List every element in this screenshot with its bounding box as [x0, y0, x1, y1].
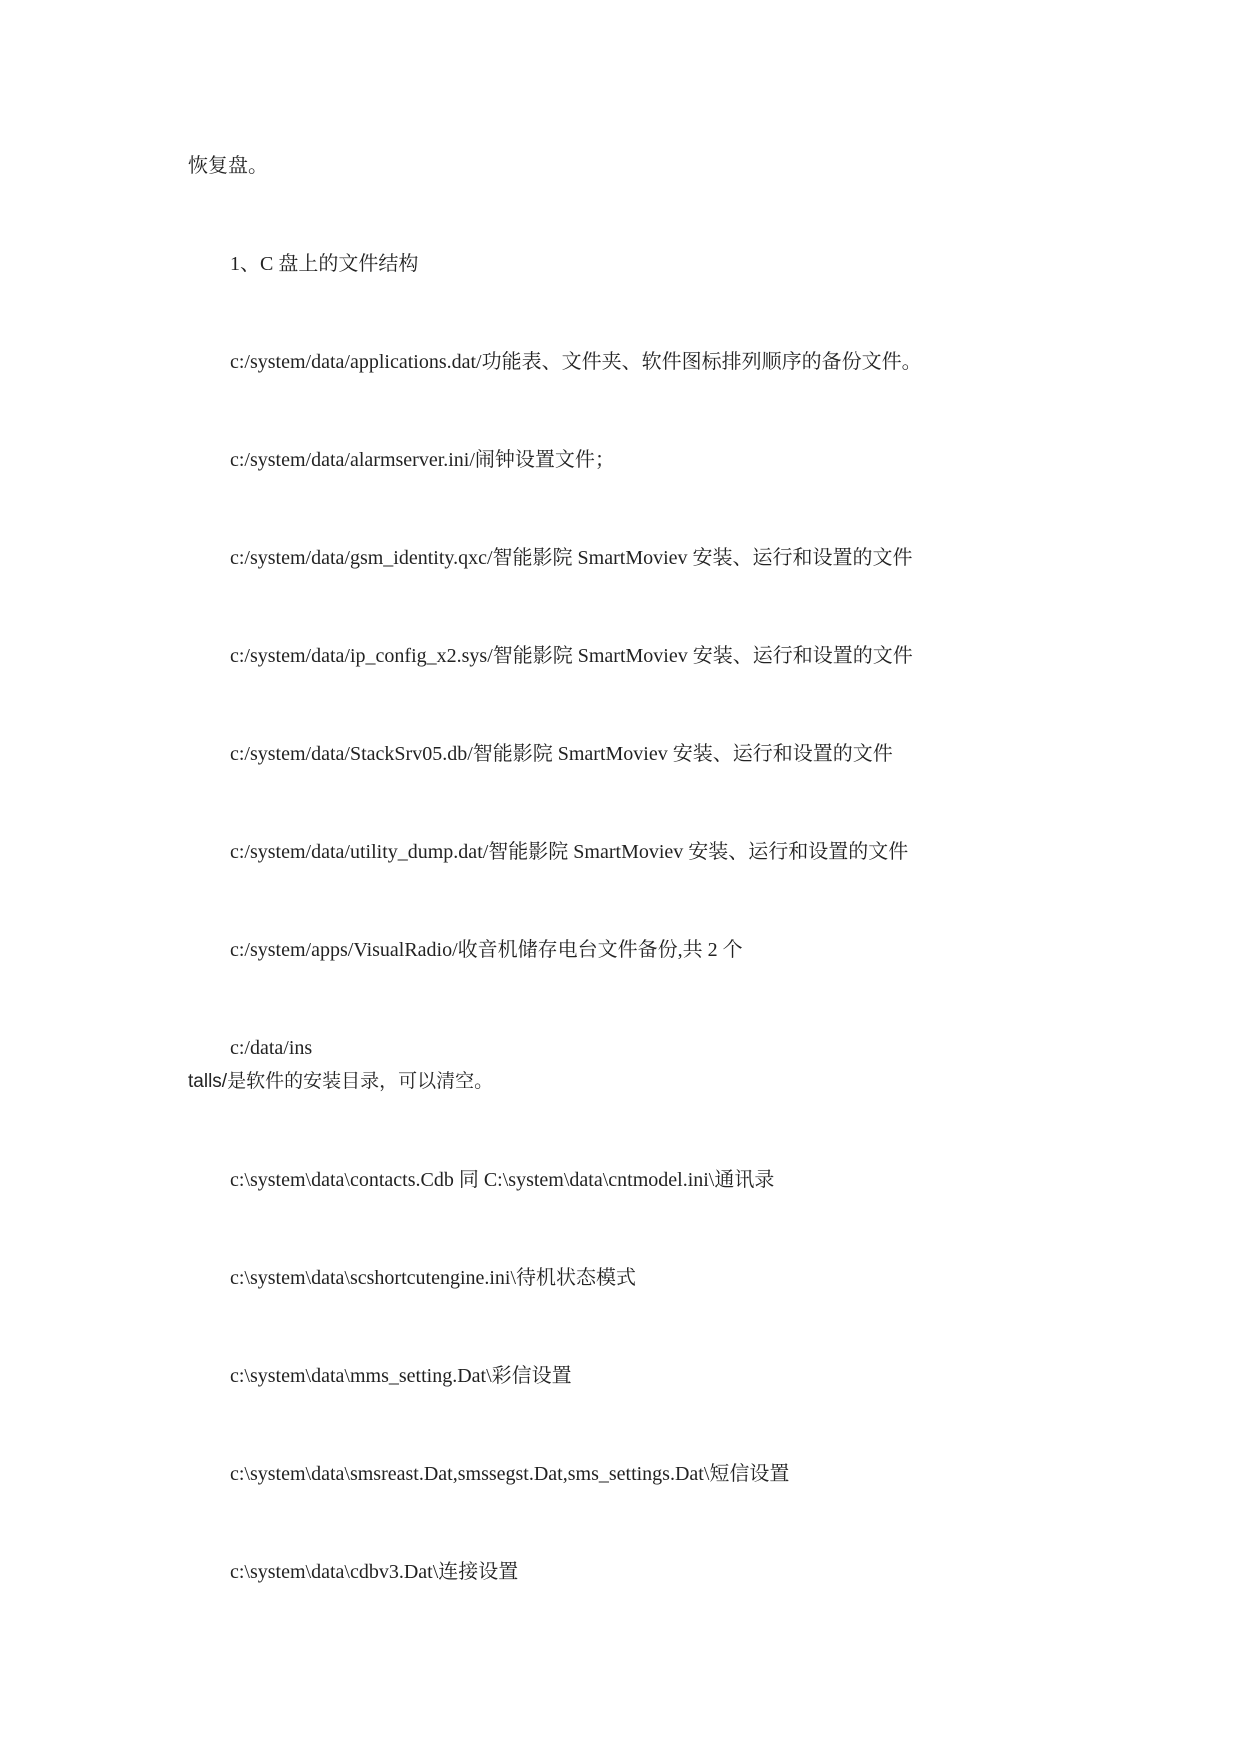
file-entry-ip-config: c:/system/data/ip_config_x2.sys/智能影院 SmartMoviev 安装、运行和设置的文件: [230, 645, 913, 667]
file-entry-utility-dump: c:/system/data/utility_dump.dat/智能影院 SmartMoviev 安装、运行和设置的文件: [230, 841, 909, 863]
file-entry-installs-part1: c:/data/ins: [230, 1037, 313, 1059]
file-entry-visualradio: c:/system/apps/VisualRadio/收音机储存电台文件备份,共 2 个: [230, 939, 743, 961]
file-entry-installs-part2: talls/是软件的安装目录，可以清空。: [188, 1071, 494, 1092]
file-entry-cdbv3: c:\system\data\cdbv3.Dat\连接设置: [230, 1561, 519, 1583]
file-entry-gsm-identity: c:/system/data/gsm_identity.qxc/智能影院 SmartMoviev 安装、运行和设置的文件: [230, 547, 913, 569]
file-entry-mms-setting: c:\system\data\mms_setting.Dat\彩信设置: [230, 1365, 572, 1387]
file-entry-stacksrv: c:/system/data/StackSrv05.db/智能影院 SmartMoviev 安装、运行和设置的文件: [230, 743, 893, 765]
file-entry-sms-settings: c:\system\data\smsreast.Dat,smssegst.Dat,sms_settings.Dat\短信设置: [230, 1463, 790, 1485]
file-entry-alarmserver: c:/system/data/alarmserver.ini/闹钟设置文件；: [230, 449, 615, 471]
section-heading-c-drive-structure: 1、C 盘上的文件结构: [230, 253, 419, 275]
file-entry-applications: c:/system/data/applications.dat/功能表、文件夹、软件图标排列顺序的备份文件。: [230, 351, 922, 373]
file-entry-scshortcutengine: c:\system\data\scshortcutengine.ini\待机状态模式: [230, 1267, 637, 1289]
paragraph-recovery-disk: 恢复盘。: [188, 155, 268, 177]
file-entry-contacts: c:\system\data\contacts.Cdb 同 C:\system\data\cntmodel.ini\通讯录: [230, 1169, 775, 1191]
